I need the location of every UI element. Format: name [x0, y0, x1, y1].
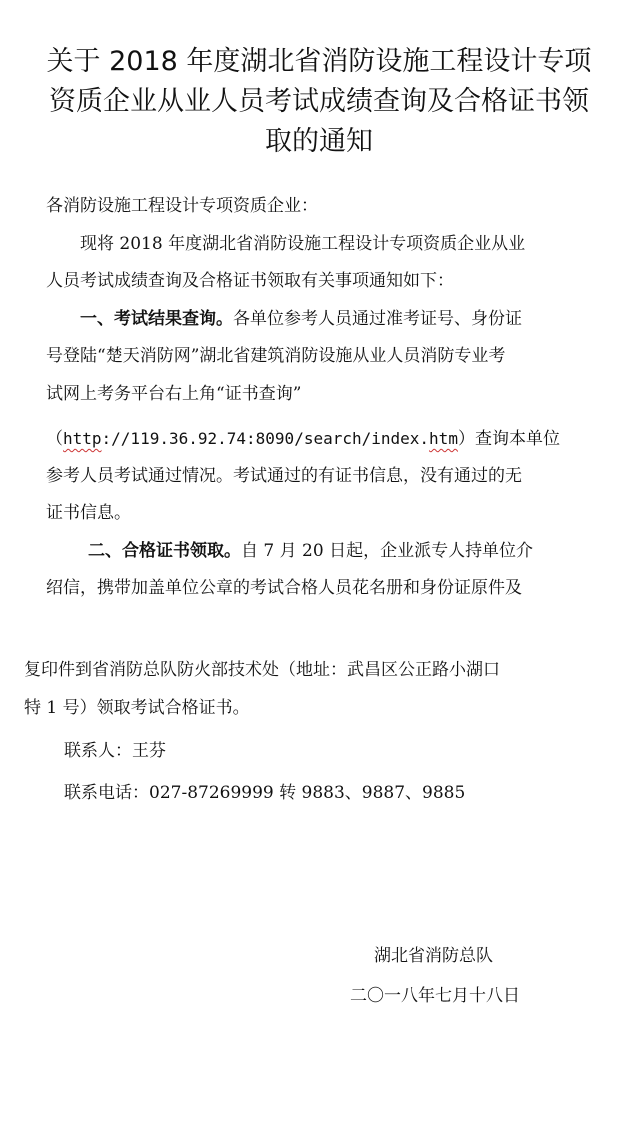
certificate-search-url-ext[interactable]: htm [429, 429, 458, 448]
signature-org: 湖北省消防总队 [374, 946, 493, 966]
section1-line-2: 号登陆“楚天消防网”湖北省建筑消防设施从业人员消防专业考 [46, 346, 506, 366]
intro-line-2: 人员考试成绩查询及合格证书领取有关事项通知如下： [46, 271, 454, 291]
title-line-3: 取的通知 [265, 126, 373, 157]
section2-line-1-rest: 自 7 月 20 日起，企业派专人持单位介 [241, 541, 534, 561]
section1-heading: 一、考试结果查询。 [80, 309, 233, 329]
certificate-search-url-path[interactable]: ://119.36.92.74:8090/search/index. [101, 429, 430, 448]
contact-person: 联系人：王芬 [64, 741, 166, 761]
section1-line-1 [80, 301, 522, 339]
intro-line-1: 现将 2018 年度湖北省消防设施工程设计专项资质企业从业 [80, 234, 526, 254]
section1-url-line [46, 420, 560, 459]
section2-line-1 [88, 533, 533, 571]
url-open-paren: （ [46, 429, 63, 449]
salutation: 各消防设施工程设计专项资质企业： [46, 196, 318, 216]
contact-phone: 联系电话：027-87269999 转 9883、9887、9885 [64, 783, 466, 803]
url-suffix-text: ）查询本单位 [457, 429, 560, 449]
section1-line-5: 参考人员考试通过情况。考试通过的有证书信息，没有通过的无 [46, 466, 522, 486]
document-title [24, 42, 614, 162]
section2-line-4: 特 1 号）领取考试合格证书。 [24, 698, 250, 718]
section2-line-3: 复印件到省消防总队防火部技术处（地址：武昌区公正路小湖口 [24, 660, 500, 680]
section1-line-6: 证书信息。 [46, 503, 131, 523]
section1-line-3: 试网上考务平台右上角“证书查询” [46, 384, 302, 404]
section1-line-1-rest: 各单位参考人员通过准考证号、身份证 [233, 309, 522, 329]
section2-line-2: 绍信，携带加盖单位公章的考试合格人员花名册和身份证原件及 [46, 578, 522, 598]
signature-date: 二〇一八年七月十八日 [350, 986, 520, 1006]
title-line-2: 资质企业从业人员考试成绩查询及合格证书领 [49, 86, 589, 117]
title-line-1: 关于 2018 年度湖北省消防设施工程设计专项 [46, 46, 592, 77]
certificate-search-url-scheme[interactable]: http [63, 429, 102, 448]
section2-heading: 二、合格证书领取。 [88, 541, 241, 561]
